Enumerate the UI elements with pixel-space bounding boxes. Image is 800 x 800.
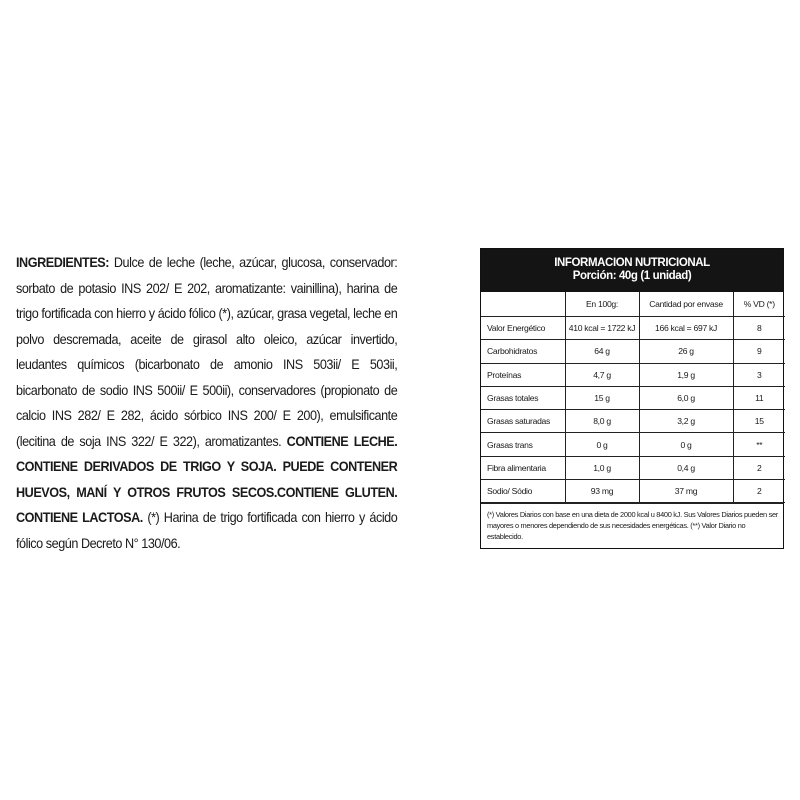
nutrient-name: Grasas saturadas — [481, 410, 565, 433]
daily-value-percent: 2 — [733, 480, 785, 503]
nutrient-name: Proteínas — [481, 363, 565, 386]
nutrition-row — [481, 480, 785, 503]
value-per-portion: 1,9 g — [639, 363, 733, 386]
daily-value-percent: 15 — [733, 410, 785, 433]
nutrient-name: Sodio/ Sódio — [481, 480, 565, 503]
nutrient-name: Valor Energético — [481, 317, 565, 340]
nutrition-row — [481, 363, 785, 386]
value-per-portion: 6,0 g — [639, 386, 733, 409]
nutrition-row — [481, 433, 785, 456]
daily-value-percent: 9 — [733, 340, 785, 363]
nutrient-name: Carbohidratos — [481, 340, 565, 363]
column-header — [481, 292, 565, 317]
value-per-100g: 1,0 g — [565, 456, 639, 479]
nutrient-name: Fibra alimentaria — [481, 456, 565, 479]
nutrition-row — [481, 456, 785, 479]
value-per-portion: 26 g — [639, 340, 733, 363]
nutrition-portion: Porción: 40g (1 unidad) — [572, 270, 692, 282]
value-per-portion: 0 g — [639, 433, 733, 456]
value-per-100g: 4,7 g — [565, 363, 639, 386]
nutrition-row — [481, 340, 785, 363]
daily-value-percent: 8 — [733, 317, 785, 340]
allergen-warning: CONTIENE LECHE. CONTIENE DERIVADOS DE TRIGO Y SOJA. PUEDE CONTENER HUEVOS, MANÍ Y OTROS FRUTOS SECOS.CONTIENE GLUTEN. CONTIENE LACTOSA. — [16, 433, 398, 525]
nutrition-row — [481, 410, 785, 433]
value-per-100g: 0 g — [565, 433, 639, 456]
ingredients-label: INGREDIENTES: — [16, 255, 109, 270]
column-header: En 100g: — [565, 292, 639, 317]
nutrition-title: INFORMACION NUTRICIONAL — [554, 257, 710, 269]
nutrient-name: Grasas trans — [481, 433, 565, 456]
value-per-100g: 8,0 g — [565, 410, 639, 433]
daily-value-percent: 3 — [733, 363, 785, 386]
daily-value-percent: 11 — [733, 386, 785, 409]
nutrition-header — [481, 249, 783, 292]
ingredients-paragraph — [16, 250, 397, 556]
fortification-note: (*) Harina de trigo fortificada con hierro y ácido fólico según Decreto N° 130/06. — [16, 510, 398, 551]
nutrition-row — [481, 317, 785, 340]
ingredients-list: Dulce de leche (leche, azúcar, glucosa, conservador: sorbato de potasio INS 202/ E 202, aromatizante: vainillina), harina de trigo fortificada con hierro y ácido fólico (*), azúcar, grasa vegetal, leche en polvo descremada, aceite de girasol alto oleico, azúcar invertido, leudantes químicos (bicarbonato de amonio INS 503ii/ E 503ii, bicarbonato de sodio INS 500ii/ E 500ii), conservadores (propionato de calcio INS 282/ E 282, ácido sórbico INS 200/ E 200), emulsificante (lecitina de soja INS 322/ E 322), aromatizantes. — [16, 255, 398, 449]
nutrition-facts-table — [480, 248, 784, 549]
column-header: % VD (*) — [733, 292, 785, 317]
value-per-portion: 3,2 g — [639, 410, 733, 433]
column-header: Cantidad por envase — [639, 292, 733, 317]
value-per-100g: 64 g — [565, 340, 639, 363]
value-per-100g: 15 g — [565, 386, 639, 409]
value-per-portion: 37 mg — [639, 480, 733, 503]
value-per-portion: 166 kcal = 697 kJ — [639, 317, 733, 340]
daily-value-percent: ** — [733, 433, 785, 456]
nutrition-row — [481, 386, 785, 409]
value-per-portion: 0,4 g — [639, 456, 733, 479]
nutrition-footnote: (*) Valores Diarios con base en una dieta de 2000 kcal u 8400 kJ. Sus Valores Diarios pueden ser mayores o menores dependiendo de sus necesidades energéticas. (**) Valor Diario no establecido. — [481, 503, 783, 548]
value-per-100g: 93 mg — [565, 480, 639, 503]
nutrient-name: Grasas totales — [481, 386, 565, 409]
nutrition-header-row — [481, 292, 785, 317]
daily-value-percent: 2 — [733, 456, 785, 479]
value-per-100g: 410 kcal = 1722 kJ — [565, 317, 639, 340]
nutrition-grid — [481, 292, 785, 503]
